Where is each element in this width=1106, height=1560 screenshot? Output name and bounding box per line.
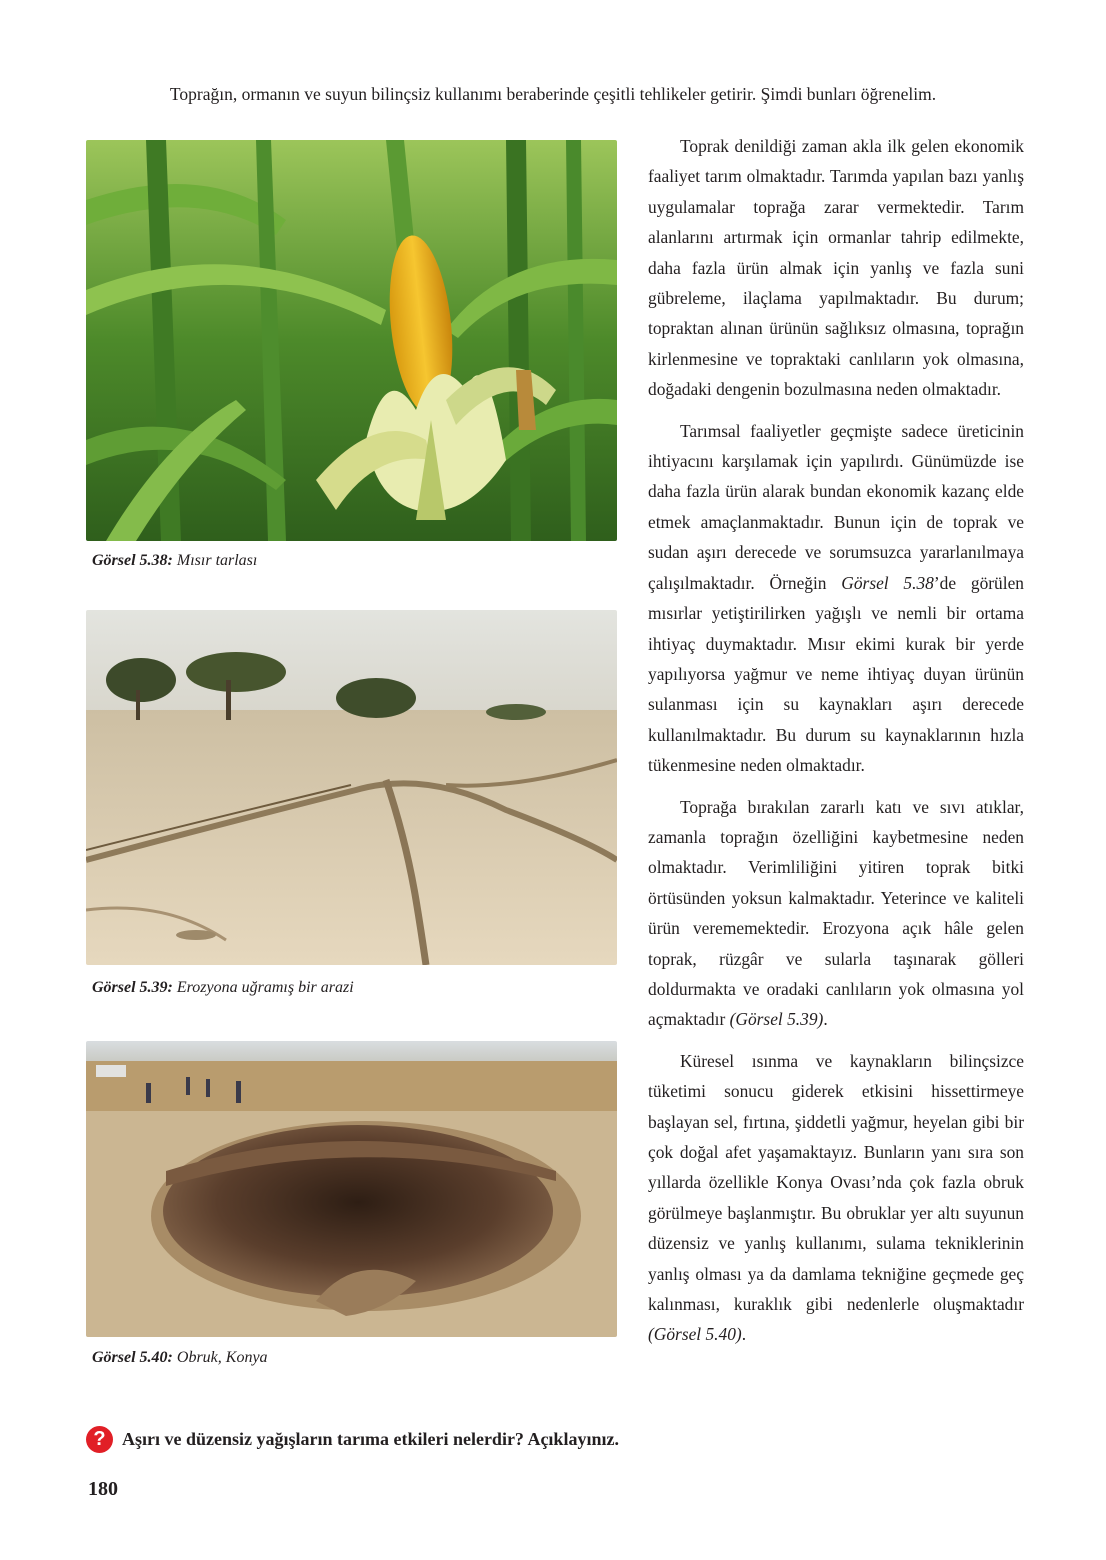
figure-caption-text: Obruk, Konya — [176, 1349, 268, 1366]
figure-caption-5-39 — [92, 977, 354, 999]
figure-reference: Görsel 5.38 — [841, 572, 934, 593]
discussion-question — [86, 1424, 619, 1454]
corn-field-photo — [86, 140, 617, 541]
figure-caption-5-38 — [92, 550, 257, 572]
page-number: 180 — [88, 1478, 118, 1500]
paragraph: Toprağa bırakılan zararlı katı ve sıvı atıklar, zamanla toprağın özelliğini kaybetmesine neden olmaktadır. Verimliliğini yitiren toprak bitki örtüsünden yoksun kalmaktadır. Yeterince ve kaliteli ürün verememektedir. Erozyona açık hâle gelen toprak, rüzgâr ve sularla taşınarak gölleri doldurmakta ve oradaki canlıların yok olmasına yol açmaktadır (Görsel 5.39). — [648, 796, 1024, 1030]
figure-reference: (Görsel 5.39) — [729, 1009, 824, 1030]
paragraph: Toprak denildiği zaman akla ilk gelen ekonomik faaliyet tarım olmaktadır. Tarımda yapılan bazı yanlış uygulamalar toprağa zarar vermektedir. Tarım alanlarını artırmak için ormanlar tahrip edilmekte, daha fazla ürün almak için yanlış ve fazla suni gübreleme, ilaçlama yapılmaktadır. Bu durum; topraktan alınan ürünün sağlıksız olmasına, toprağın kirlenmesine ve topraktaki canlıların yok olmasına, doğadaki dengenin bozulmasına neden olmaktadır. — [648, 136, 1024, 400]
paragraph: Küresel ısınma ve kaynakların bilinçsizce tüketimi sonucu giderek etkisini hissettirmeye başlayan sel, fırtına, şiddetli yağmur, heyelan gibi bir çok doğal afet yaşamaktayız. Bunların yanı sıra son yıllarda özellikle Konya Ovası’nda çok fazla obruk görülmeye başlanmıştır. Bu obruklar yer altı suyunun düzensiz ve yanlış kullanımı, sulama tekniklerinin yanlış olması ya da damlama tekniğine geçmede geç kalınması, kuraklık gibi nedenlerle oluşmaktadır (Görsel 5.40). — [648, 1050, 1024, 1345]
sinkhole-photo — [86, 1041, 617, 1337]
figure-caption-text: Erozyona uğramış bir arazi — [176, 979, 354, 996]
figure-reference: (Görsel 5.40) — [648, 1324, 742, 1345]
eroded-land-photo — [86, 610, 617, 965]
figure-label: Görsel 5.39: — [92, 979, 173, 996]
figure-label: Görsel 5.40: — [92, 1349, 173, 1366]
paragraph: Tarımsal faaliyetler geçmişte sadece üreticinin ihtiyacını karşılamak için yapılırdı. Günümüzde ise daha fazla ürün alarak bundan ekonomik kazanç elde etmek amaçlanmaktadır. Bunun için de toprak ve sudan aşırı derecede ve sorumsuzca yararlanılmaya çalışılmaktadır. Örneğin Görsel 5.38’de görülen mısırlar yetiştirilirken yağışlı ve nemli bir ortama ihtiyaç duymaktadır. Mısır ekimi kurak bir yerde yapılıyorsa yağmur ve neme ihtiyaç duyan ürünün sulanması için su kaynakları aşırı derecede kullanılmaktadır. Bu durum su kaynaklarının hızla tükenmesine neden olmaktadır. — [648, 420, 1024, 776]
figure-caption-5-40 — [92, 1347, 268, 1369]
intro-text: Toprağın, ormanın ve suyun bilinçsiz kullanımı beraberinde çeşitli tehlikeler getirir. Şimdi bunları öğrenelim. — [169, 84, 937, 104]
figure-caption-text: Mısır tarlası — [176, 552, 258, 569]
question-mark-icon: ? — [86, 1426, 113, 1453]
body-text-column — [648, 131, 1024, 1361]
question-text: Aşırı ve düzensiz yağışların tarıma etkileri nelerdir? Açıklayınız. — [122, 1428, 619, 1449]
figure-label: Görsel 5.38: — [92, 552, 173, 569]
